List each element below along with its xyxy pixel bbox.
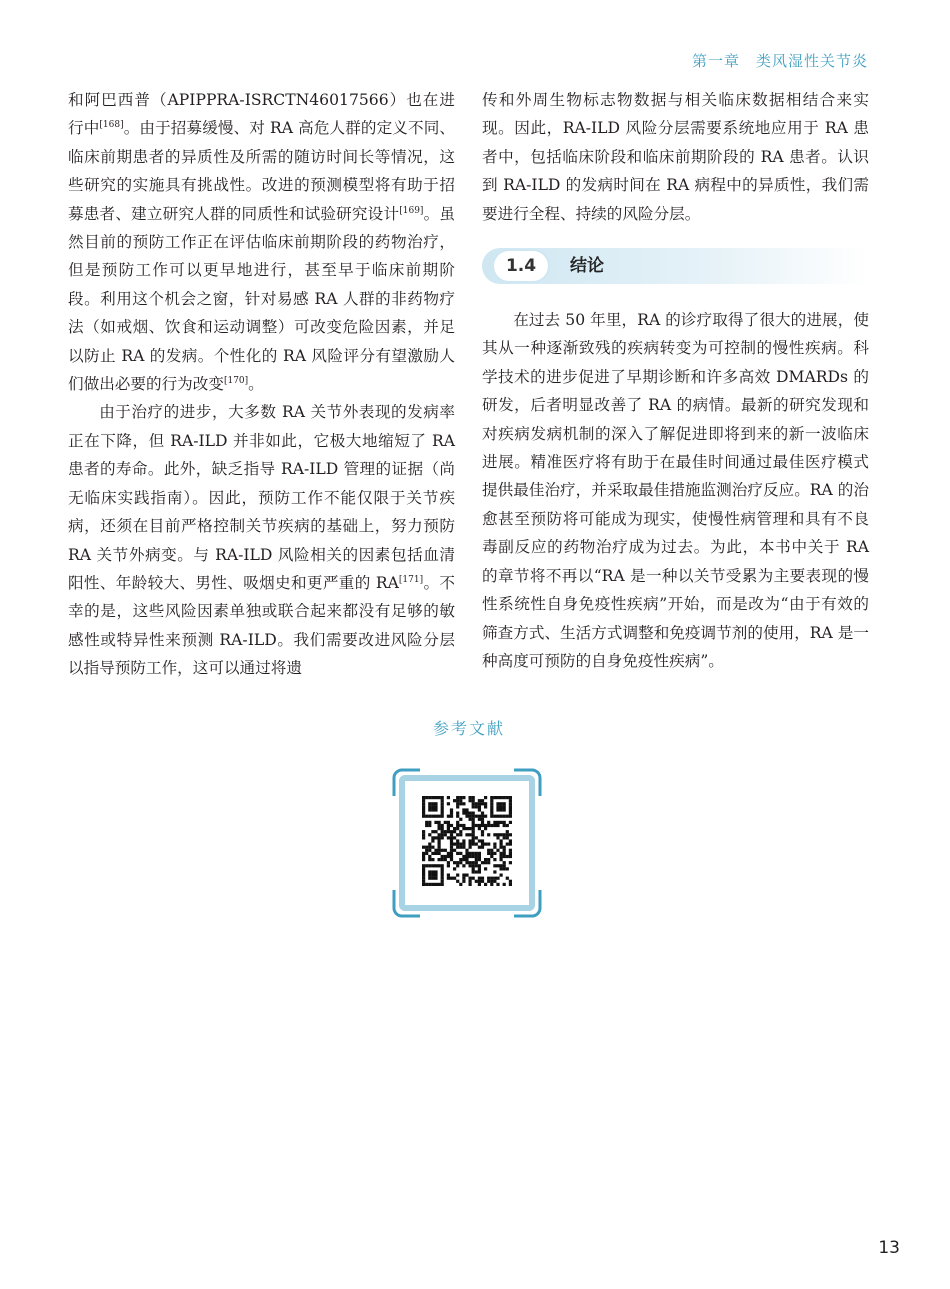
paragraph: 在过去 50 年里，RA 的诊疗取得了很大的进展，使其从一种逐渐致残的疾病转变为可控制的慢性疾病。科学技术的进步促进了早期诊断和许多高效 DMARDs 的研发，后者明显改善了 RA 的病情。最新的研究发现和对疾病发病机制的深入了解促进即将到来的新一波临床进展。精准医疗将有助于在最佳时间通过最佳医疗模式提供最佳治疗，并采取最佳措施监测治疗反应。RA 的治愈甚至预防将可能成为现实，使慢性病管理和具有不良毒副反应的药物治疗成为过去。为此，本书中关于 RA 的章节将不再以“RA 是一种以关节受累为主要表现的慢性系统性自身免疫性疾病”开始，而是改为“由于有效的筛查方式、生活方式调整和免疫调节剂的使用，RA 是一种高度可预防的自身免疫性疾病”。	[482, 311, 869, 670]
frame-corners	[394, 770, 540, 916]
left-column	[68, 86, 455, 683]
paragraph: 传和外周生物标志物数据与相关临床数据相结合来实现。因此，RA-ILD 风险分层需要系统地应用于 RA 患者中，包括临床阶段和临床前期阶段的 RA 患者。认识到 RA-ILD 的发病时间在 RA 病程中的异质性，我们需要进行全程、持续的风险分层。	[482, 91, 869, 223]
paragraph-text: 。虽然目前的预防工作正在评估临床前期阶段的药物治疗，但是预防工作可以更早地进行，甚至早于临床前期阶段。利用这个机会之窗，针对易感 RA 人群的非药物疗法（如戒烟、饮食和运动调整）可改变危险因素，并足以防止 RA 的发病。个性化的 RA 风险评分有望激励人们做出必要的行为改变	[68, 204, 455, 394]
chapter-number: 第一章	[691, 52, 740, 70]
paragraph-text: 。由于招募缓慢、对 RA 高危人群的定义不同、临床前期患者的异质性及所需的随访时间长等情况，这些研究的实施具有挑战性。改进的预测模型将有助于招募患者、建立研究人群的同质性和试验研究设计	[68, 119, 455, 223]
section-title: 结论	[570, 256, 604, 277]
frame-inner-border	[402, 778, 532, 908]
qr-frame-graphic	[392, 768, 542, 918]
chapter-title: 类风湿性关节炎	[755, 52, 868, 70]
running-head	[692, 50, 868, 71]
citation-ref: [168]	[99, 120, 124, 131]
section-heading	[482, 248, 869, 284]
paragraph	[68, 86, 455, 398]
right-column	[482, 86, 869, 675]
section-number: 1.4	[494, 251, 548, 281]
paragraph-text: 。	[248, 375, 264, 394]
qr-code-frame	[392, 768, 542, 918]
references-title: 参考文献	[432, 719, 505, 738]
citation-ref: [169]	[399, 205, 424, 216]
paragraph	[68, 398, 455, 682]
paragraph-text: 。不幸的是，这些风险因素单独或联合起来都没有足够的敏感性或特异性来预测 RA-ILD。我们需要改进风险分层以指导预防工作，这可以通过将遗	[68, 573, 455, 678]
citation-ref: [171]	[398, 574, 424, 585]
page-number: 13	[878, 1238, 900, 1258]
paragraph-text: 和阿巴西普（APIPPRA-ISRCTN46017566）也在进行中	[68, 91, 455, 138]
citation-ref: [170]	[223, 376, 249, 387]
paragraph-text: 由于治疗的进步，大多数 RA 关节外表现的发病率正在下降，但 RA-ILD 并非如此，它极大地缩短了 RA 患者的寿命。此外，缺乏指导 RA-ILD 管理的证据（尚无临床实践指南）。因此，预防工作不能仅限于关节疾病，还须在目前严格控制关节疾病的基础上，努力预防 RA 关节外病变。与 RA-ILD 风险相关的因素包括血清阳性、年龄较大、男性、吸烟史和更严重的 RA	[68, 403, 455, 592]
qr-code	[422, 796, 512, 886]
